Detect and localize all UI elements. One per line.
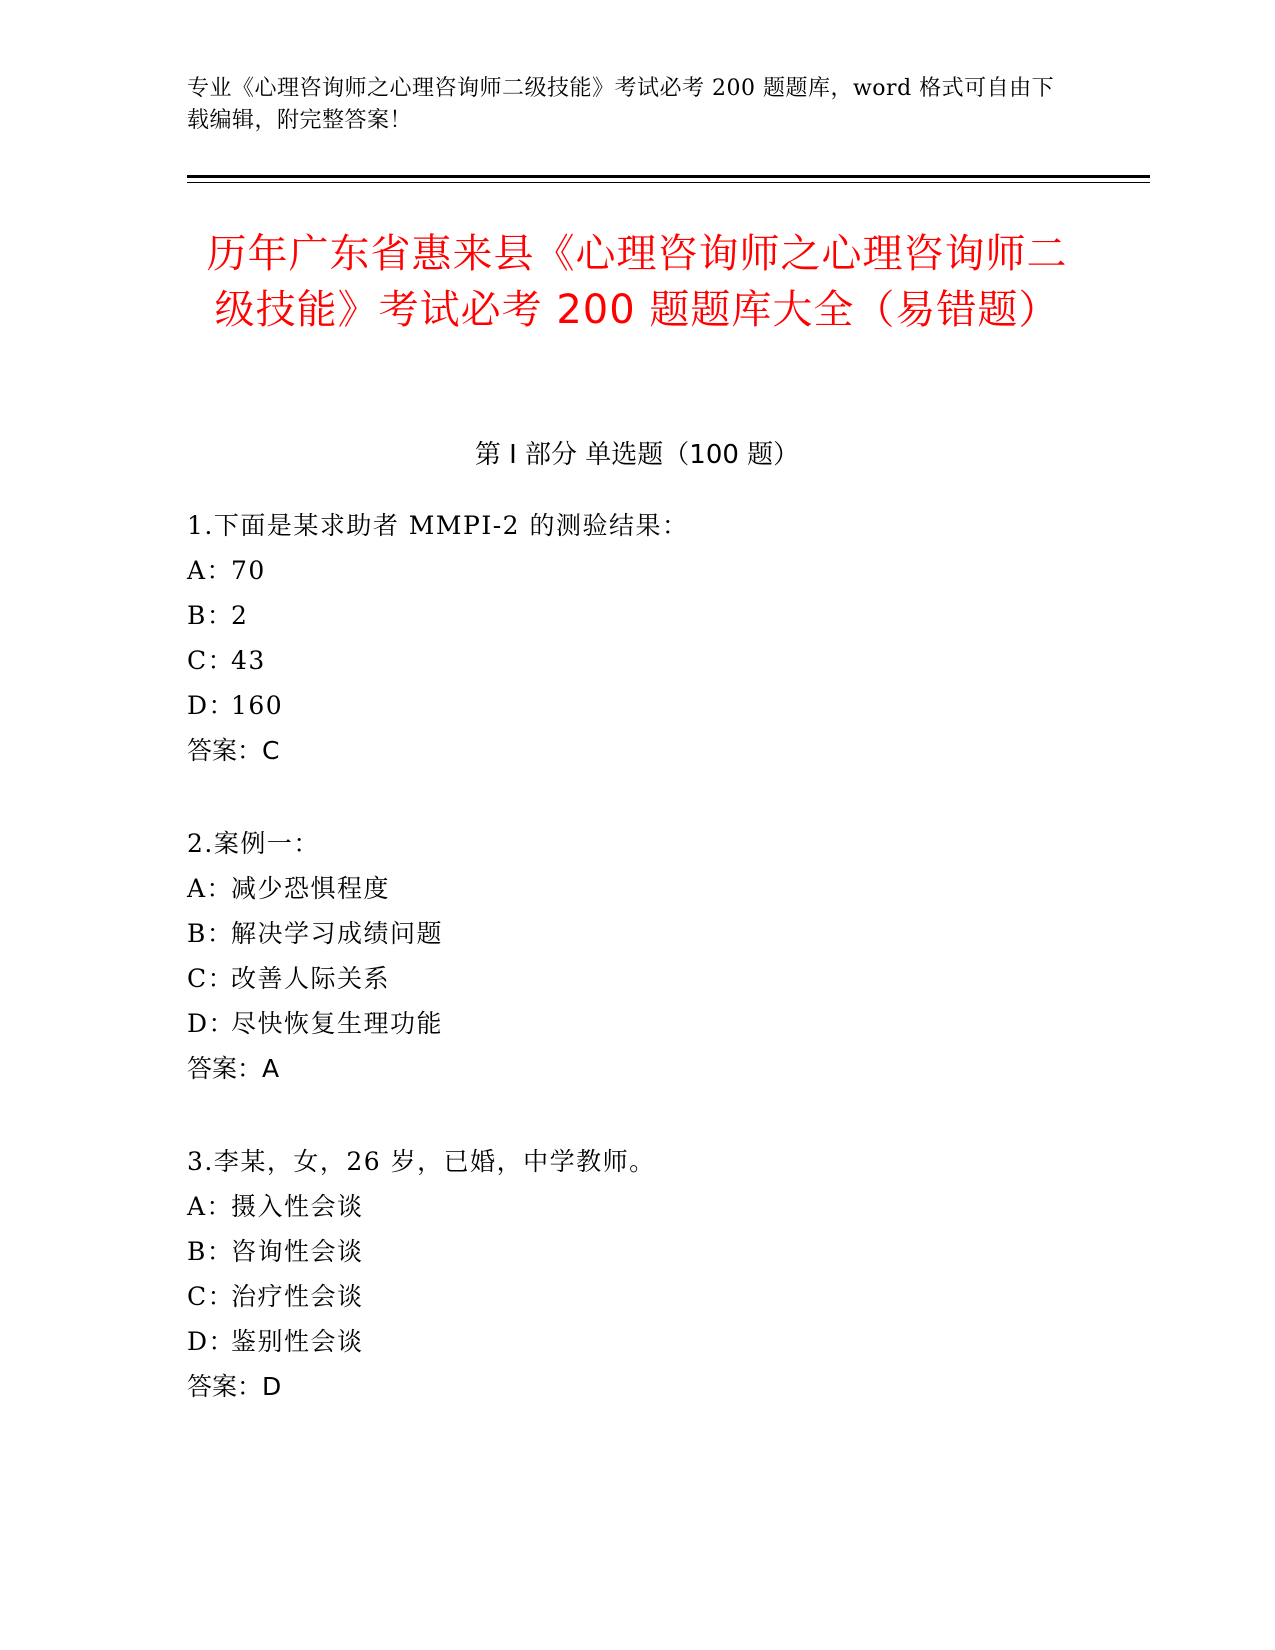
question-1 [187,503,1087,773]
option-text: 70 [231,556,266,585]
option-key: C： [187,964,235,993]
question-stem: 3.李某，女，26 岁，已婚，中学教师。 [187,1147,656,1176]
option-key: D： [187,1327,236,1356]
header-rule-thick [187,175,1150,178]
option-a [187,866,1087,911]
option-d [187,1319,1087,1364]
option-c [187,1274,1087,1319]
option-d [187,683,1087,728]
option-b [187,1229,1087,1274]
option-b [187,593,1087,638]
option-text: 鉴别性会谈 [231,1327,364,1356]
option-key: B： [187,601,234,630]
option-c [187,638,1087,683]
header-note: 专业《心理咨询师之心理咨询师二级技能》考试必考 200 题题库，word 格式可自由下载编辑，附完整答案！ [187,76,1055,133]
question-stem: 2.案例一： [187,829,320,858]
option-key: D： [187,691,236,720]
header-rule-thin [187,182,1150,183]
option-key: A： [187,874,234,903]
option-text: 治疗性会谈 [231,1282,364,1311]
option-a [187,1184,1087,1229]
option-text: 160 [231,691,284,720]
document-title: 历年广东省惠来县《心理咨询师之心理咨询师二级技能》考试必考 200 题题库大全（易错题） [206,231,1068,333]
option-key: C： [187,646,235,675]
option-c [187,956,1087,1001]
option-text: 咨询性会谈 [231,1237,364,1266]
option-text: 摄入性会谈 [231,1192,364,1221]
option-text: 尽快恢复生理功能 [231,1009,444,1038]
option-key: C： [187,1282,235,1311]
question-2 [187,821,1087,1091]
question-3 [187,1139,1087,1409]
answer-line: 答案：A [187,1054,280,1083]
option-text: 43 [231,646,266,675]
question-stem: 1.下面是某求助者 MMPI-2 的测验结果： [187,511,689,540]
option-key: D： [187,1009,236,1038]
option-key: B： [187,919,234,948]
answer-line: 答案：D [187,1372,282,1401]
option-key: A： [187,556,234,585]
option-key: B： [187,1237,234,1266]
option-text: 解决学习成绩问题 [231,919,444,948]
option-text: 改善人际关系 [231,964,391,993]
option-a [187,548,1087,593]
option-text: 2 [231,601,249,630]
option-key: A： [187,1192,234,1221]
section-heading: 第 I 部分 单选题（100 题） [474,440,800,470]
option-d [187,1001,1087,1046]
option-text: 减少恐惧程度 [231,874,391,903]
answer-line: 答案：C [187,736,280,765]
option-b [187,911,1087,956]
